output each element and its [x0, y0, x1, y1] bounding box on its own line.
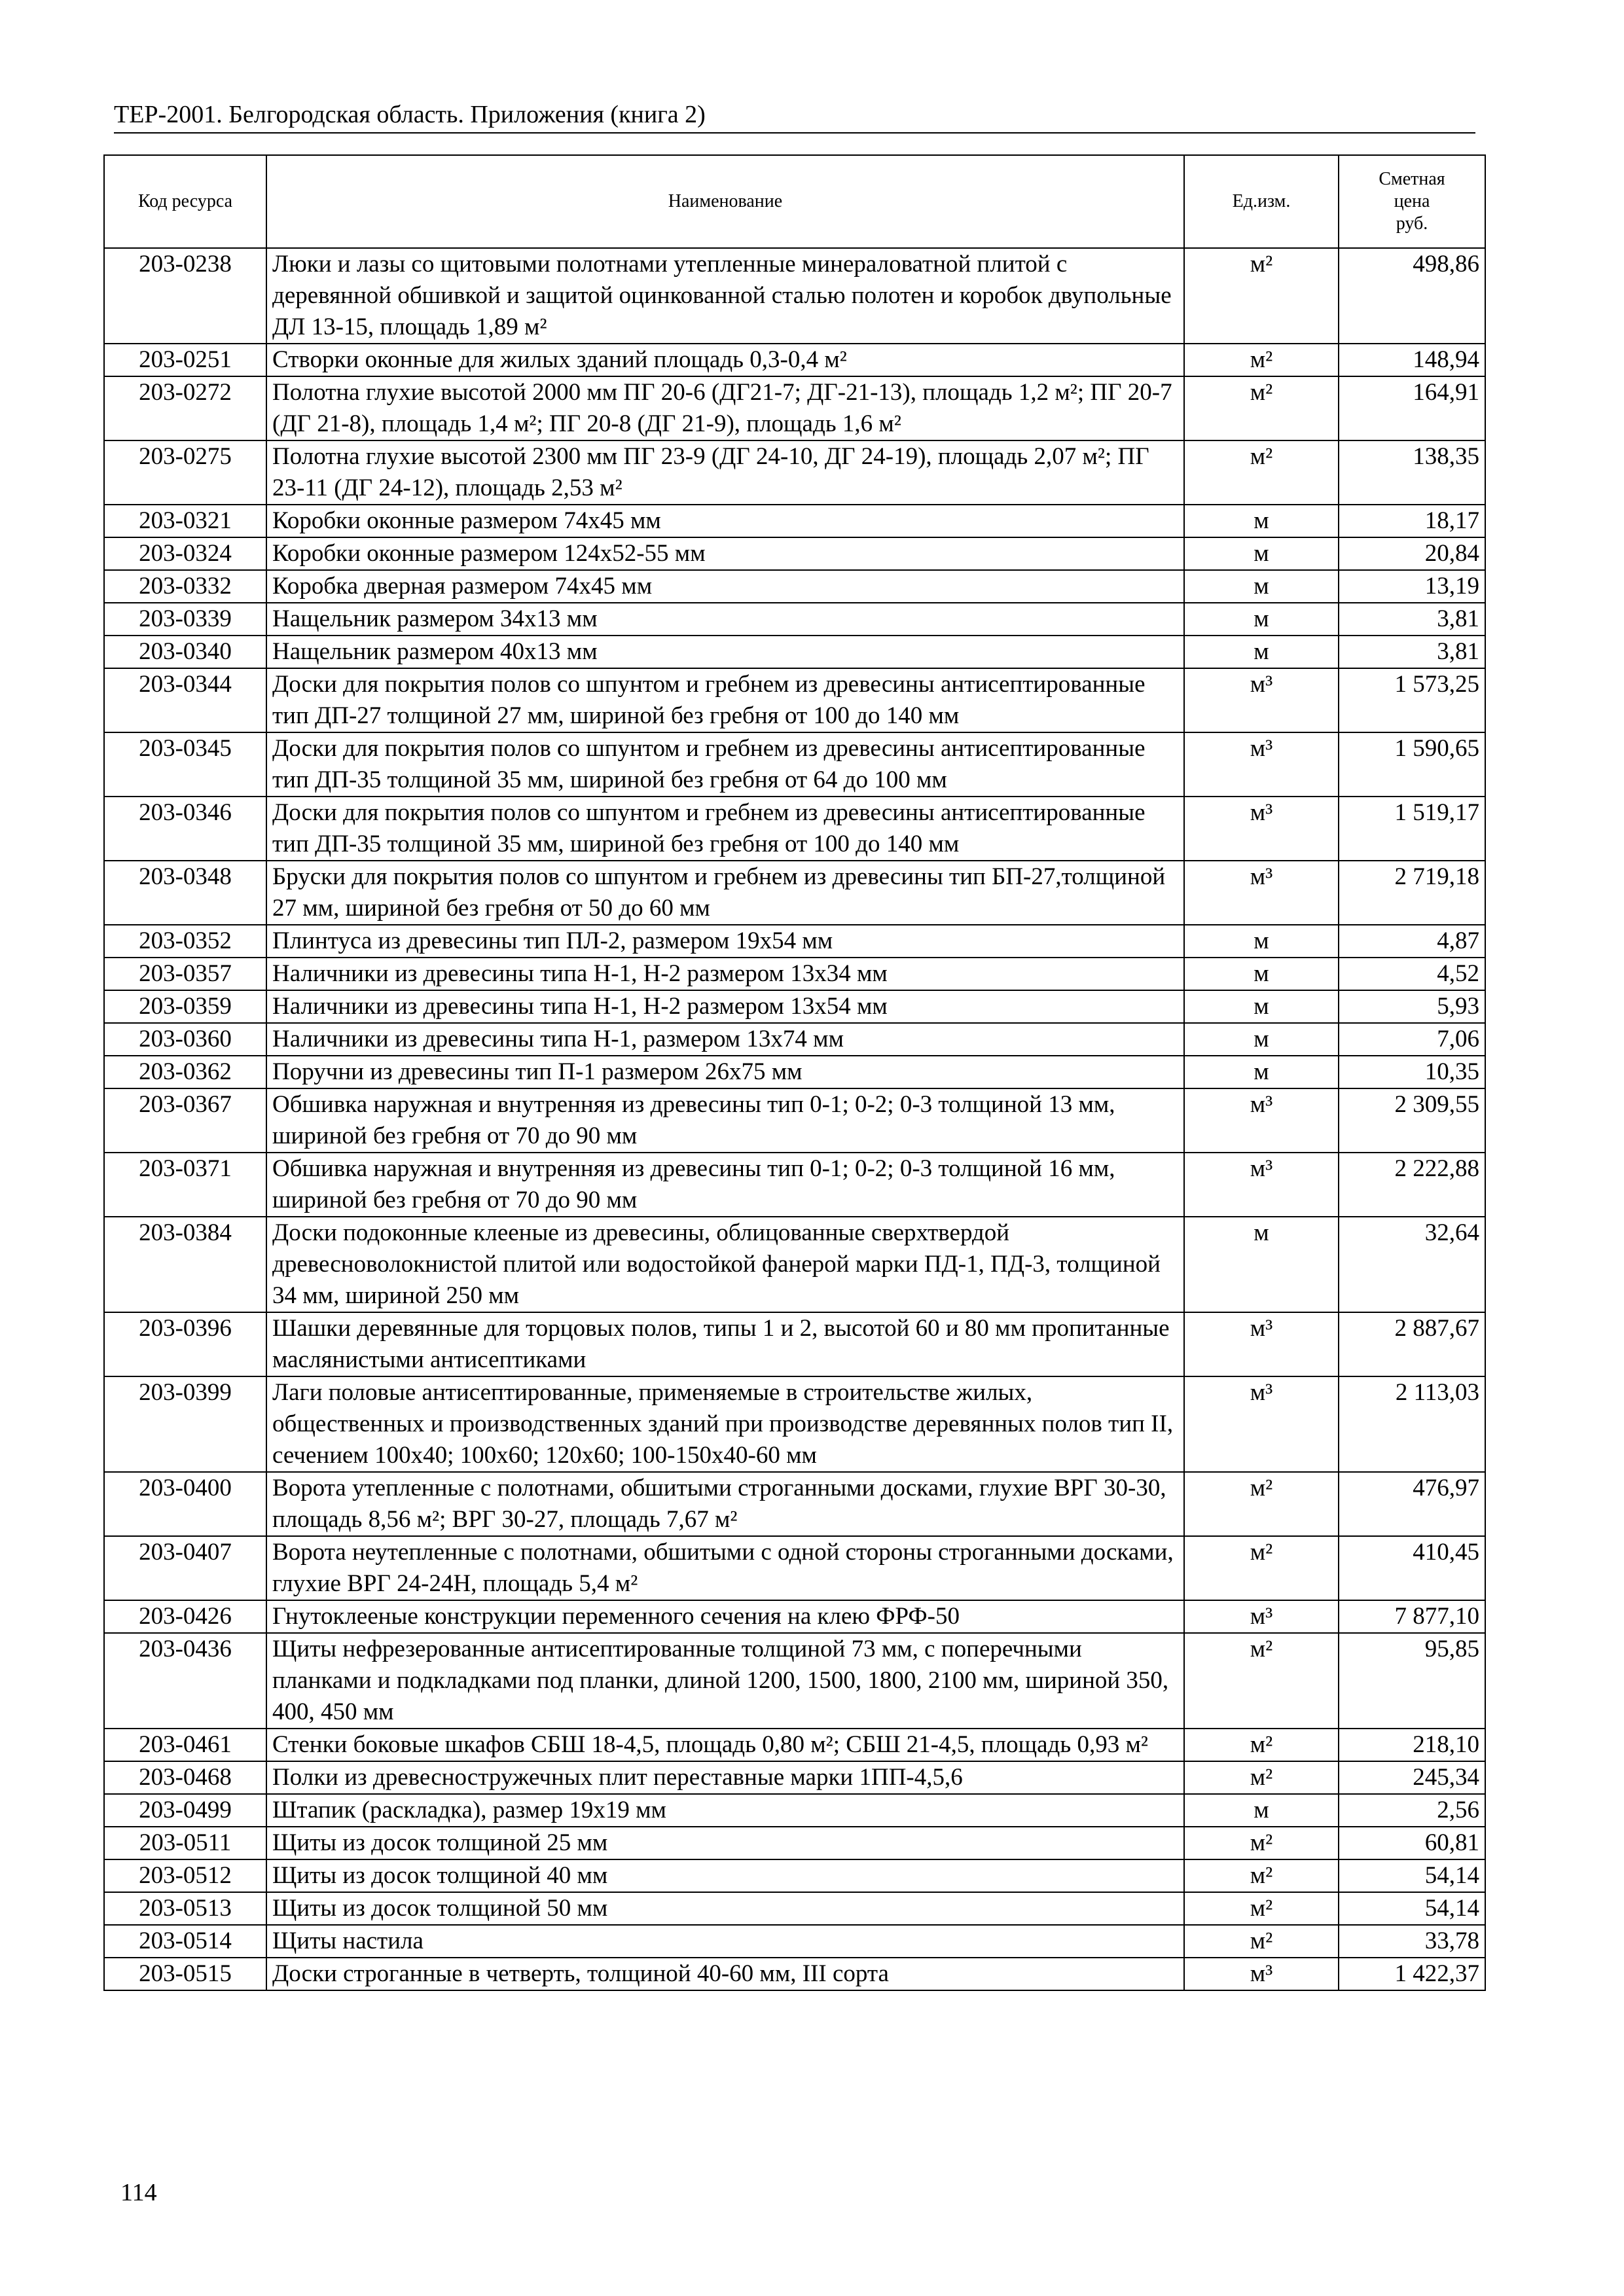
table-row — [104, 1761, 1485, 1794]
cell-unit: м — [1184, 537, 1339, 570]
cell-code: 203-0339 — [104, 603, 266, 636]
cell-code: 203-0272 — [104, 376, 266, 440]
table-row — [104, 958, 1485, 990]
cell-code: 203-0352 — [104, 925, 266, 958]
cell-name: Лаги половые антисептированные, применяемые в строительстве жилых, общественных и производственных зданий при производстве деревянных полов тип II, сечением 100х40; 100х60; 120х60; 100-150х40-60 мм — [266, 1376, 1184, 1472]
table-row — [104, 570, 1485, 603]
cell-unit: м² — [1184, 376, 1339, 440]
resource-price-table — [103, 154, 1486, 1991]
cell-code: 203-0511 — [104, 1827, 266, 1859]
cell-code: 203-0371 — [104, 1153, 266, 1217]
table-row — [104, 1023, 1485, 1056]
cell-code: 203-0238 — [104, 248, 266, 344]
column-header-price-line3: руб. — [1396, 213, 1428, 234]
cell-price: 164,91 — [1339, 376, 1485, 440]
cell-name: Доски для покрытия полов со шпунтом и гребнем из древесины антисептированные тип ДП-27 толщиной 27 мм, шириной без гребня от 100 до 140 мм — [266, 668, 1184, 732]
cell-name: Створки оконные для жилых зданий площадь 0,3-0,4 м² — [266, 344, 1184, 376]
column-header-name: Наименование — [266, 155, 1184, 248]
table-row — [104, 1729, 1485, 1761]
table-row — [104, 1536, 1485, 1600]
cell-name: Коробки оконные размером 124х52-55 мм — [266, 537, 1184, 570]
cell-name: Наличники из древесины типа Н-1, Н-2 размером 13х54 мм — [266, 990, 1184, 1023]
cell-price: 33,78 — [1339, 1925, 1485, 1958]
cell-code: 203-0512 — [104, 1859, 266, 1892]
cell-code: 203-0340 — [104, 636, 266, 668]
cell-price: 7 877,10 — [1339, 1600, 1485, 1633]
column-header-price — [1339, 155, 1485, 248]
cell-price: 20,84 — [1339, 537, 1485, 570]
cell-price: 2 113,03 — [1339, 1376, 1485, 1472]
cell-price: 7,06 — [1339, 1023, 1485, 1056]
table-row — [104, 925, 1485, 958]
cell-unit: м — [1184, 1056, 1339, 1088]
table-row — [104, 1153, 1485, 1217]
cell-code: 203-0345 — [104, 732, 266, 797]
cell-price: 54,14 — [1339, 1892, 1485, 1925]
table-row — [104, 344, 1485, 376]
cell-price: 138,35 — [1339, 440, 1485, 505]
cell-unit: м² — [1184, 1859, 1339, 1892]
cell-code: 203-0384 — [104, 1217, 266, 1312]
cell-unit: м³ — [1184, 1312, 1339, 1376]
table-row — [104, 1600, 1485, 1633]
cell-name: Гнутоклееные конструкции переменного сечения на клею ФРФ-50 — [266, 1600, 1184, 1633]
table-header-row — [104, 155, 1485, 248]
cell-name: Наличники из древесины типа Н-1, размером 13х74 мм — [266, 1023, 1184, 1056]
cell-name: Коробки оконные размером 74х45 мм — [266, 505, 1184, 537]
cell-code: 203-0251 — [104, 344, 266, 376]
table-row — [104, 861, 1485, 925]
cell-price: 10,35 — [1339, 1056, 1485, 1088]
cell-name: Щиты нефрезерованные антисептированные толщиной 73 мм, с поперечными планками и подкладками под планки, длиной 1200, 1500, 1800, 2100 мм, шириной 350, 400, 450 мм — [266, 1633, 1184, 1729]
cell-unit: м — [1184, 1023, 1339, 1056]
table-row — [104, 603, 1485, 636]
cell-unit: м² — [1184, 1729, 1339, 1761]
cell-price: 476,97 — [1339, 1472, 1485, 1536]
table-row — [104, 376, 1485, 440]
table-row — [104, 668, 1485, 732]
cell-name: Ворота утепленные с полотнами, обшитыми строганными досками, глухие ВРГ 30-30, площадь 8,56 м²; ВРГ 30-27, площадь 7,67 м² — [266, 1472, 1184, 1536]
cell-code: 203-0346 — [104, 797, 266, 861]
cell-price: 32,64 — [1339, 1217, 1485, 1312]
cell-unit: м — [1184, 603, 1339, 636]
table-row — [104, 1925, 1485, 1958]
cell-unit: м³ — [1184, 861, 1339, 925]
cell-unit: м³ — [1184, 668, 1339, 732]
column-header-price-line1: Сметная — [1379, 169, 1445, 189]
cell-unit: м — [1184, 990, 1339, 1023]
cell-name: Нащельник размером 34х13 мм — [266, 603, 1184, 636]
cell-price: 410,45 — [1339, 1536, 1485, 1600]
table-row — [104, 1056, 1485, 1088]
table-row — [104, 1958, 1485, 1990]
cell-code: 203-0348 — [104, 861, 266, 925]
cell-unit: м² — [1184, 248, 1339, 344]
cell-price: 13,19 — [1339, 570, 1485, 603]
cell-unit: м³ — [1184, 1153, 1339, 1217]
cell-unit: м — [1184, 505, 1339, 537]
cell-name: Штапик (раскладка), размер 19х19 мм — [266, 1794, 1184, 1827]
cell-code: 203-0513 — [104, 1892, 266, 1925]
cell-price: 18,17 — [1339, 505, 1485, 537]
table-row — [104, 1312, 1485, 1376]
cell-code: 203-0367 — [104, 1088, 266, 1153]
cell-unit: м² — [1184, 1925, 1339, 1958]
cell-name: Обшивка наружная и внутренняя из древесины тип 0-1; 0-2; 0-3 толщиной 13 мм, шириной без гребня от 70 до 90 мм — [266, 1088, 1184, 1153]
cell-unit: м² — [1184, 1892, 1339, 1925]
cell-code: 203-0514 — [104, 1925, 266, 1958]
cell-name: Наличники из древесины типа Н-1, Н-2 размером 13х34 мм — [266, 958, 1184, 990]
cell-name: Полки из древесностружечных плит переставные марки 1ПП-4,5,6 — [266, 1761, 1184, 1794]
cell-unit: м — [1184, 570, 1339, 603]
cell-code: 203-0461 — [104, 1729, 266, 1761]
table-row — [104, 1827, 1485, 1859]
cell-code: 203-0332 — [104, 570, 266, 603]
cell-price: 4,52 — [1339, 958, 1485, 990]
cell-price: 1 519,17 — [1339, 797, 1485, 861]
cell-name: Щиты из досок толщиной 50 мм — [266, 1892, 1184, 1925]
table-row — [104, 1859, 1485, 1892]
cell-price: 1 573,25 — [1339, 668, 1485, 732]
cell-code: 203-0436 — [104, 1633, 266, 1729]
cell-price: 54,14 — [1339, 1859, 1485, 1892]
cell-name: Коробка дверная размером 74х45 мм — [266, 570, 1184, 603]
table-row — [104, 537, 1485, 570]
cell-price: 245,34 — [1339, 1761, 1485, 1794]
cell-name: Ворота неутепленные с полотнами, обшитыми с одной стороны строганными досками, глухие ВРГ 24-24Н, площадь 5,4 м² — [266, 1536, 1184, 1600]
cell-name: Щиты из досок толщиной 40 мм — [266, 1859, 1184, 1892]
cell-price: 3,81 — [1339, 636, 1485, 668]
cell-unit: м² — [1184, 1472, 1339, 1536]
cell-name: Обшивка наружная и внутренняя из древесины тип 0-1; 0-2; 0-3 толщиной 16 мм, шириной без гребня от 70 до 90 мм — [266, 1153, 1184, 1217]
cell-code: 203-0324 — [104, 537, 266, 570]
cell-code: 203-0321 — [104, 505, 266, 537]
page-header: ТЕР-2001. Белгородская область. Приложения (книга 2) — [114, 98, 1475, 134]
cell-code: 203-0407 — [104, 1536, 266, 1600]
cell-price: 3,81 — [1339, 603, 1485, 636]
table-row — [104, 636, 1485, 668]
cell-unit: м² — [1184, 1633, 1339, 1729]
cell-unit: м — [1184, 925, 1339, 958]
table-row — [104, 440, 1485, 505]
cell-name: Доски строганные в четверть, толщиной 40-60 мм, III сорта — [266, 1958, 1184, 1990]
cell-unit: м³ — [1184, 1376, 1339, 1472]
cell-name: Полотна глухие высотой 2000 мм ПГ 20-6 (ДГ21-7; ДГ-21-13), площадь 1,2 м²; ПГ 20-7 (ДГ 21-8), площадь 1,4 м²; ПГ 20-8 (ДГ 21-9), площадь 1,6 м² — [266, 376, 1184, 440]
cell-price: 1 590,65 — [1339, 732, 1485, 797]
cell-unit: м³ — [1184, 1088, 1339, 1153]
table-row — [104, 1376, 1485, 1472]
cell-code: 203-0400 — [104, 1472, 266, 1536]
cell-name: Щиты из досок толщиной 25 мм — [266, 1827, 1184, 1859]
cell-price: 498,86 — [1339, 248, 1485, 344]
cell-code: 203-0359 — [104, 990, 266, 1023]
cell-price: 2 719,18 — [1339, 861, 1485, 925]
cell-price: 2 309,55 — [1339, 1088, 1485, 1153]
table-row — [104, 248, 1485, 344]
table-row — [104, 797, 1485, 861]
cell-price: 2,56 — [1339, 1794, 1485, 1827]
cell-price: 5,93 — [1339, 990, 1485, 1023]
cell-code: 203-0396 — [104, 1312, 266, 1376]
cell-price: 4,87 — [1339, 925, 1485, 958]
column-header-price-line2: цена — [1394, 191, 1430, 211]
cell-code: 203-0275 — [104, 440, 266, 505]
cell-code: 203-0426 — [104, 1600, 266, 1633]
cell-unit: м — [1184, 636, 1339, 668]
cell-code: 203-0344 — [104, 668, 266, 732]
cell-name: Плинтуса из древесины тип ПЛ-2, размером 19х54 мм — [266, 925, 1184, 958]
cell-unit: м — [1184, 1217, 1339, 1312]
cell-name: Щиты настила — [266, 1925, 1184, 1958]
table-row — [104, 732, 1485, 797]
cell-name: Доски подоконные клееные из древесины, облицованные сверхтвердой древесноволокнистой плитой или водостойкой фанерой марки ПД-1, ПД-3, толщиной 34 мм, шириной 250 мм — [266, 1217, 1184, 1312]
cell-unit: м³ — [1184, 732, 1339, 797]
table-row — [104, 990, 1485, 1023]
table-row — [104, 1472, 1485, 1536]
cell-price: 2 887,67 — [1339, 1312, 1485, 1376]
cell-unit: м² — [1184, 1827, 1339, 1859]
cell-unit: м³ — [1184, 797, 1339, 861]
table-row — [104, 505, 1485, 537]
cell-unit: м — [1184, 958, 1339, 990]
column-header-code: Код ресурса — [104, 155, 266, 248]
cell-name: Шашки деревянные для торцовых полов, типы 1 и 2, высотой 60 и 80 мм пропитанные маслянистыми антисептиками — [266, 1312, 1184, 1376]
cell-price: 148,94 — [1339, 344, 1485, 376]
table-body — [104, 248, 1485, 1990]
page-number: 114 — [120, 2179, 157, 2206]
table-row — [104, 1794, 1485, 1827]
cell-unit: м³ — [1184, 1600, 1339, 1633]
cell-code: 203-0362 — [104, 1056, 266, 1088]
cell-name: Стенки боковые шкафов СБШ 18-4,5, площадь 0,80 м²; СБШ 21-4,5, площадь 0,93 м² — [266, 1729, 1184, 1761]
cell-name: Люки и лазы со щитовыми полотнами утепленные минераловатной плитой с деревянной обшивкой и защитой оцинкованной сталью полотен и коробок двупольные ДЛ 13-15, площадь 1,89 м² — [266, 248, 1184, 344]
cell-name: Доски для покрытия полов со шпунтом и гребнем из древесины антисептированные тип ДП-35 толщиной 35 мм, шириной без гребня от 100 до 140 мм — [266, 797, 1184, 861]
table-row — [104, 1088, 1485, 1153]
cell-price: 95,85 — [1339, 1633, 1485, 1729]
cell-code: 203-0468 — [104, 1761, 266, 1794]
table-row — [104, 1633, 1485, 1729]
cell-unit: м³ — [1184, 1958, 1339, 1990]
cell-name: Поручни из древесины тип П-1 размером 26х75 мм — [266, 1056, 1184, 1088]
cell-unit: м² — [1184, 344, 1339, 376]
cell-price: 1 422,37 — [1339, 1958, 1485, 1990]
cell-name: Полотна глухие высотой 2300 мм ПГ 23-9 (ДГ 24-10, ДГ 24-19), площадь 2,07 м²; ПГ 23-11 (ДГ 24-12), площадь 2,53 м² — [266, 440, 1184, 505]
cell-code: 203-0399 — [104, 1376, 266, 1472]
cell-code: 203-0360 — [104, 1023, 266, 1056]
table-row — [104, 1217, 1485, 1312]
cell-price: 60,81 — [1339, 1827, 1485, 1859]
cell-name: Доски для покрытия полов со шпунтом и гребнем из древесины антисептированные тип ДП-35 толщиной 35 мм, шириной без гребня от 64 до 100 мм — [266, 732, 1184, 797]
cell-unit: м — [1184, 1794, 1339, 1827]
column-header-unit: Ед.изм. — [1184, 155, 1339, 248]
cell-name: Нащельник размером 40х13 мм — [266, 636, 1184, 668]
cell-price: 218,10 — [1339, 1729, 1485, 1761]
cell-unit: м² — [1184, 440, 1339, 505]
cell-name: Бруски для покрытия полов со шпунтом и гребнем из древесины тип БП-27,толщиной 27 мм, шириной без гребня от 50 до 60 мм — [266, 861, 1184, 925]
cell-code: 203-0499 — [104, 1794, 266, 1827]
cell-code: 203-0357 — [104, 958, 266, 990]
cell-unit: м² — [1184, 1761, 1339, 1794]
cell-code: 203-0515 — [104, 1958, 266, 1990]
table-row — [104, 1892, 1485, 1925]
cell-unit: м² — [1184, 1536, 1339, 1600]
cell-price: 2 222,88 — [1339, 1153, 1485, 1217]
